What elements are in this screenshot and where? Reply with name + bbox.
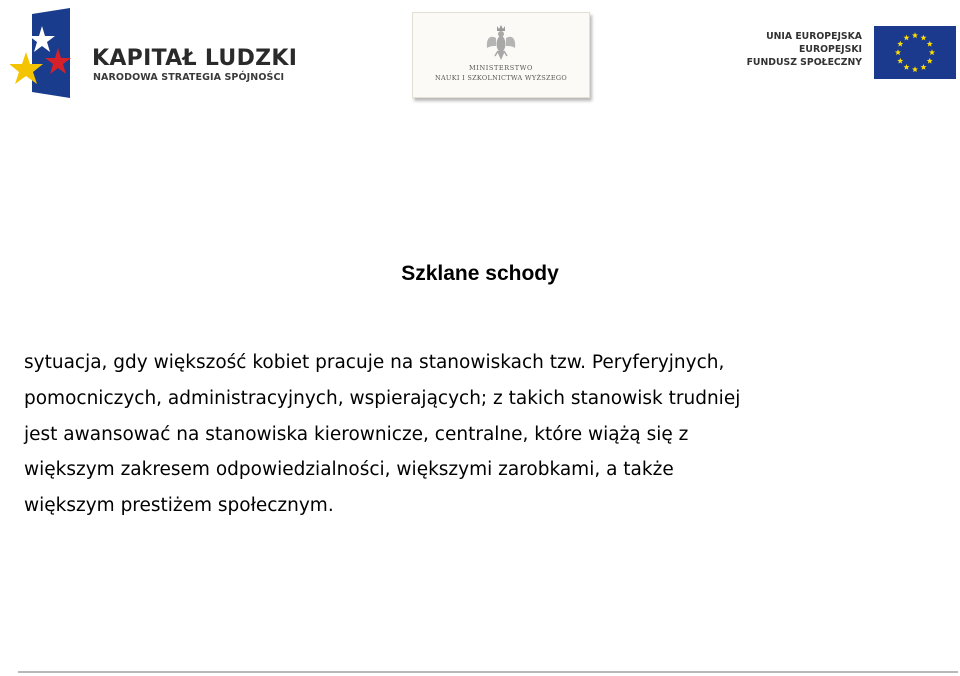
- eu-star-icon: [903, 35, 909, 41]
- kapital-ludzki-subtitle: NARODOWA STRATEGIA SPÓJNOŚCI: [93, 72, 285, 83]
- body-line: pomocniczych, administracyjnych, wspierających; z takich stanowisk trudniej: [24, 387, 741, 409]
- eu-logo-text: [747, 30, 862, 69]
- ministry-logo: [412, 12, 590, 98]
- eu-star-icon: [895, 49, 901, 55]
- eagle-emblem-icon: [485, 24, 517, 62]
- eu-flag-icon: [874, 26, 956, 79]
- slide-title: Szklane schody: [401, 262, 559, 285]
- eu-star-icon: [903, 64, 909, 70]
- eu-star-icon: [897, 41, 903, 47]
- kapital-ludzki-logo: [10, 8, 310, 103]
- eu-logo: [740, 24, 956, 84]
- eu-line2: EUROPEJSKI: [799, 44, 862, 55]
- slide-body-text: [24, 345, 939, 524]
- eu-star-icon: [912, 32, 918, 38]
- kapital-ludzki-emblem-icon: [10, 8, 86, 103]
- eu-star-icon: [929, 49, 935, 55]
- eu-line1: UNIA EUROPEJSKA: [766, 31, 862, 42]
- eu-star-icon: [920, 35, 926, 41]
- body-line: sytuacja, gdy większość kobiet pracuje na stanowiskach tzw. Peryferyjnych,: [24, 352, 725, 373]
- eu-star-icon: [927, 41, 933, 47]
- eu-star-icon: [920, 64, 926, 70]
- eu-star-icon: [912, 66, 918, 72]
- footer-divider: [18, 671, 958, 673]
- eu-star-icon: [927, 58, 933, 64]
- eu-star-icon: [897, 58, 903, 64]
- ministry-name-line1: MINISTERSTWO: [469, 64, 533, 72]
- eu-line3: FUNDUSZ SPOŁECZNY: [746, 57, 862, 68]
- body-line: większym zakresem odpowiedzialności, większymi zarobkami, a także: [24, 459, 674, 481]
- body-line: jest awansować na stanowiska kierownicze, centralne, które wiążą się z: [24, 423, 689, 445]
- eu-stars-ring: [874, 26, 956, 79]
- kapital-ludzki-title: KAPITAŁ LUDZKI: [92, 46, 298, 71]
- ministry-name-line2: NAUKI I SZKOLNICTWA WYŻSZEGO: [434, 74, 568, 82]
- body-line: większym prestiżem społecznym.: [24, 495, 334, 517]
